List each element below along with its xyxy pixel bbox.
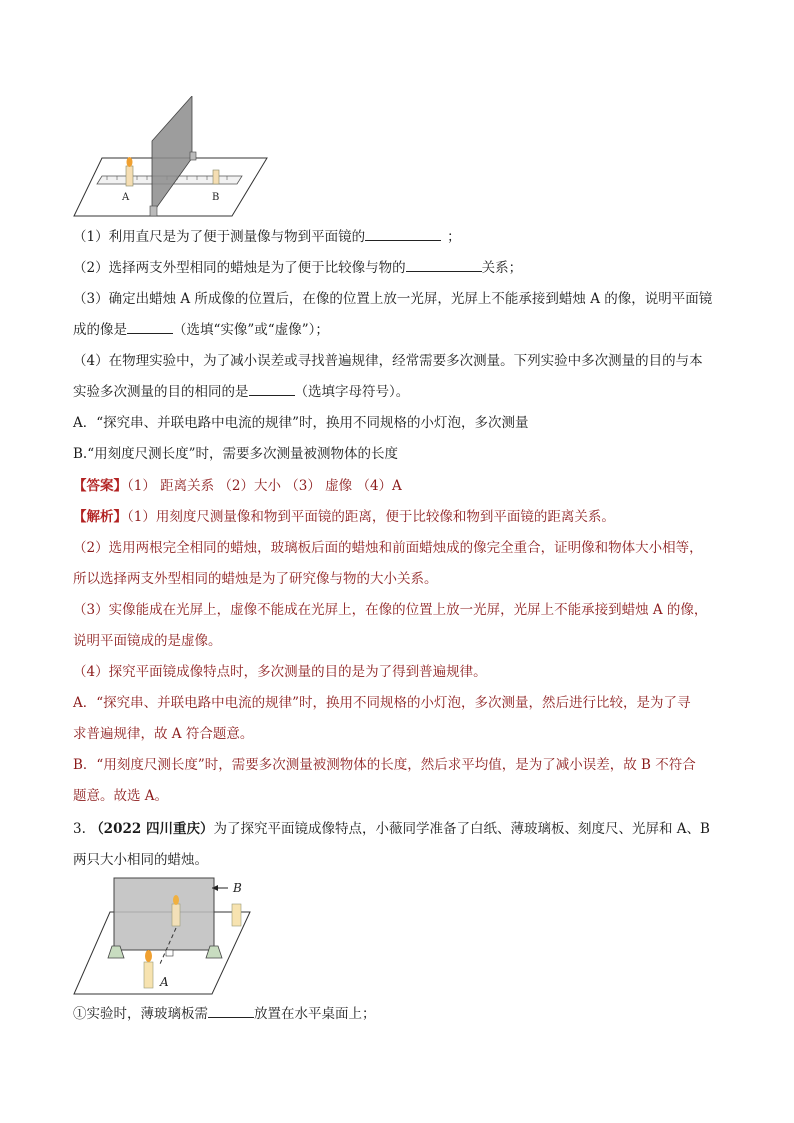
plate-stand-back xyxy=(190,152,196,160)
figure-2-glass-plate-setup xyxy=(72,872,257,997)
analysis-line-1: 【解析】（1）用刻度尺测量像和物到平面镜的距离，便于比较像和物到平面镜的距离关系。 xyxy=(73,509,615,525)
question-3-number: 3. xyxy=(73,821,86,837)
candle-a xyxy=(144,962,153,988)
figure-1-label-a: A xyxy=(122,192,130,203)
analysis-line-6: （4）探究平面镜成像特点时，多次测量的目的是为了得到普遍规律。 xyxy=(73,664,487,680)
answer-blank-2[interactable] xyxy=(406,259,482,272)
analysis-line-3: 所以选择两支外型相同的蜡烛是为了研究像与物的大小关系。 xyxy=(73,571,438,587)
answer-tag: 【答案】 xyxy=(73,478,127,494)
question-part-3b: 成的像是 （选填“实像”或“虚像”）； xyxy=(73,322,329,338)
image-flame xyxy=(173,895,179,905)
answer-text: （1） 距离关系 （2）大小 （3） 虚像 （4）A xyxy=(127,478,402,494)
candle-image xyxy=(172,904,180,926)
figure-2-label-b: B xyxy=(233,881,242,895)
analysis-tag: 【解析】 xyxy=(73,509,127,525)
figure-2-label-a: A xyxy=(160,975,169,989)
answer-line xyxy=(73,477,402,495)
flame-a xyxy=(145,950,152,962)
analysis-line-7: A．“探究串、并联电路中电流的规律”时，换用不同规格的小灯泡，多次测量，然后进行比较，是为了寻 xyxy=(73,695,691,711)
question-3-sub-1: ①实验时，薄玻璃板需 放置在水平桌面上； xyxy=(73,1006,376,1022)
question-3-source: （2022 四川重庆） xyxy=(90,821,214,837)
answer-blank-5[interactable] xyxy=(208,1005,254,1018)
question-3-line-2: 两只大小相同的蜡烛。 xyxy=(73,852,208,868)
analysis-line-8: 求普遍规律，故 A 符合题意。 xyxy=(73,726,254,742)
question-part-1: （1）利用直尺是为了便于测量像与物到平面镜的 ； xyxy=(73,229,461,245)
analysis-line-2: （2）选用两根完全相同的蜡烛，玻璃板后面的蜡烛和前面蜡烛成的像完全重合，证明像和物体大小相等， xyxy=(73,540,703,556)
answer-blank-3[interactable] xyxy=(127,321,173,334)
question-3-line-1: 3. （2022 四川重庆）为了探究平面镜成像特点，小薇同学准备了白纸、薄玻璃板、刻度尺、光屏和 A、B xyxy=(73,821,710,837)
glass-plate xyxy=(114,878,214,950)
option-b: B.“用刻度尺测长度”时，需要多次测量被测物体的长度 xyxy=(73,446,399,462)
candle-b xyxy=(232,904,241,926)
option-a: A．“探究串、并联电路中电流的规律”时，换用不同规格的小灯泡，多次测量 xyxy=(73,415,529,431)
question-part-4a: （4）在物理实验中，为了减小误差或寻找普遍规律，经常需要多次测量。下列实验中多次测量的目的与本 xyxy=(73,353,703,369)
plate-stand-front xyxy=(150,206,157,216)
question-part-2: （2）选择两支外型相同的蜡烛是为了便于比较像与物的 关系； xyxy=(73,260,523,276)
question-part-3a: （3）确定出蜡烛 A 所成像的位置后，在像的位置上放一光屏，光屏上不能承接到蜡烛 A 的像，说明平面镜 xyxy=(73,291,713,307)
candle-a xyxy=(126,166,133,186)
analysis-line-5: 说明平面镜成的是虚像。 xyxy=(73,633,222,649)
answer-blank-1[interactable] xyxy=(365,228,441,241)
answer-blank-4[interactable] xyxy=(249,383,295,396)
candle-b xyxy=(213,170,219,184)
analysis-line-9: B．“用刻度尺测长度”时，需要多次测量被测物体的长度，然后求平均值，是为了减小误差，故 B 不符合 xyxy=(73,757,696,773)
analysis-line-4: （3）实像能成在光屏上，虚像不能成在光屏上，在像的位置上放一光屏，光屏上不能承接到蜡烛 A 的像， xyxy=(73,602,708,618)
question-part-4b: 实验多次测量的目的相同的是 （选填字母符号）。 xyxy=(73,384,410,400)
figure-1-mirror-experiment xyxy=(72,96,272,226)
flame-a xyxy=(127,157,133,167)
figure-1-label-b: B xyxy=(212,192,220,203)
analysis-line-10: 题意。故选 A。 xyxy=(73,788,169,804)
